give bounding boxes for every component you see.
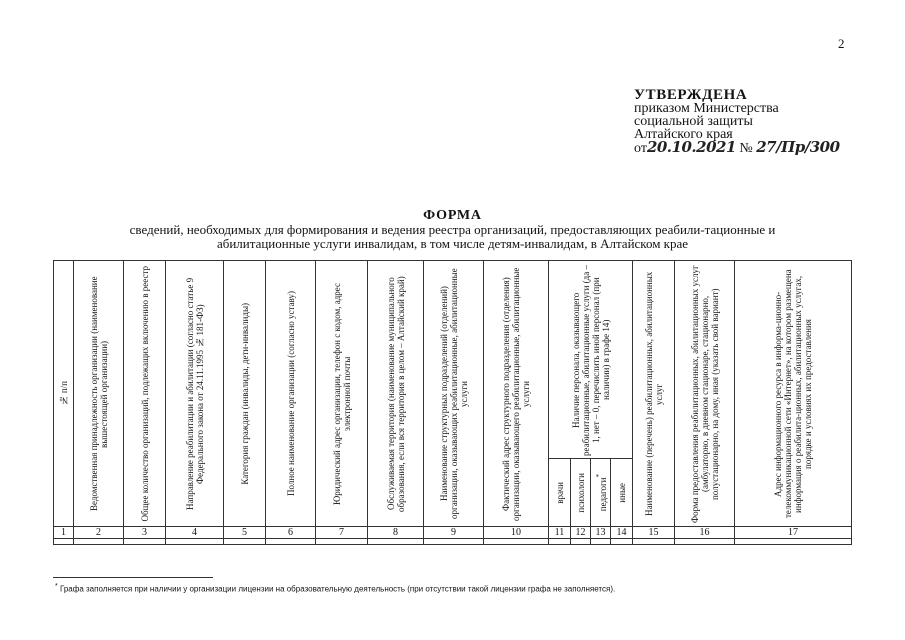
empty-cell [368, 539, 424, 545]
column-number: 6 [266, 527, 316, 539]
header-text-7: Юридический адрес организации, телефон с кодом, адрес электронной почты [331, 282, 352, 505]
header-cell-11 [549, 459, 571, 527]
header-cell-13 [591, 459, 611, 527]
header-text-3: Общее количество организаций, подлежащих включению в реестр [139, 265, 150, 522]
header-cell-10 [484, 261, 549, 527]
header-text-6: Полное наименование организации (согласно уставу) [285, 291, 296, 496]
column-number: 11 [549, 527, 571, 539]
form-subtitle: сведений, необходимых для формирования и ведения реестра организаций, предоставляющих реабили-тационные и абилитационные услуги инвалидам, в том числе детям-инвалидам, в Алтайском крае [129, 222, 776, 251]
empty-cell [633, 539, 675, 545]
page-number: 2 [838, 36, 845, 51]
header-cell-1 [54, 261, 74, 527]
header-text-1: № п/п [58, 381, 69, 406]
approval-date-line [634, 138, 840, 156]
header-cell-12 [571, 459, 591, 527]
empty-cell [611, 539, 633, 545]
empty-cell [74, 539, 124, 545]
header-text-16: Форма предоставления реабилитационных, абилитационных услуг (амбулаторно, в дневном стационаре, стационарно, полустационарно, на дому, иная (указать свой вариант) [689, 264, 720, 523]
header-text-8: Обслуживаемая территория (наименование муниципального образования, если вся территория в целом – Алтайский край) [385, 275, 406, 512]
header-text-12: психологи [575, 472, 586, 513]
empty-cell [424, 539, 484, 545]
header-cell-17 [735, 261, 852, 527]
footnote-divider [53, 577, 213, 578]
empty-cell [484, 539, 549, 545]
header-text-staff-group: Наличие персонала, оказывающего реабилитационные, абилитационные услуги (да – 1, нет – 0, перечислить иной персонал (при наличии) в графе 14) [570, 264, 611, 456]
handwritten-date: 20.10.2021 [646, 138, 736, 156]
empty-cell [124, 539, 166, 545]
header-text-14: иные [616, 482, 627, 503]
column-number: 8 [368, 527, 424, 539]
header-text-13 [594, 474, 608, 511]
header-cell-15 [633, 261, 675, 527]
column-number: 7 [316, 527, 368, 539]
handwritten-number: 27/Пр/300 [756, 138, 840, 156]
header-cell-8 [368, 261, 424, 527]
header-cell-7 [316, 261, 368, 527]
column-number: 14 [611, 527, 633, 539]
empty-cell [571, 539, 591, 545]
header-cell-4 [166, 261, 224, 527]
footnote-text: Графа заполняется при наличии у организации лицензии на образовательную деятельность (при отсутствии такой лицензии графа не заполняется). [59, 584, 616, 594]
column-number: 13 [591, 527, 611, 539]
column-number: 2 [74, 527, 124, 539]
approval-line-2: социальной защиты [634, 114, 753, 129]
number-prefix: № [739, 141, 753, 156]
approval-title: УТВЕРЖДЕНА [634, 87, 748, 103]
column-number: 17 [735, 527, 852, 539]
header-text-9: Наименование структурных подразделений (отделений) организации, оказывающих реабилитационные, абилитационные услуги [438, 268, 469, 519]
footnote [55, 583, 615, 594]
header-cell-5 [224, 261, 266, 527]
header-text-10: Фактический адрес структурного подразделения (отделения) организации, оказывающего реабилитационные, абилитационные услуги [501, 266, 531, 521]
column-number: 9 [424, 527, 484, 539]
header-text-15: Наименование (перечень) реабилитационных, абилитационных услуг [643, 271, 664, 516]
header-text-4: Направление реабилитации и абилитации (согласно статье 9 Федерального закона от 24.11.1995 № 181-ФЗ) [184, 277, 205, 510]
empty-cell [266, 539, 316, 545]
header-cell-14 [611, 459, 633, 527]
approval-stamp [634, 89, 840, 155]
column-number: 15 [633, 527, 675, 539]
empty-cell [591, 539, 611, 545]
registry-form-table [53, 260, 852, 545]
empty-cell [54, 539, 74, 545]
header-text-13-label: педагоги [597, 477, 608, 512]
header-cell-9 [424, 261, 484, 527]
column-number: 1 [54, 527, 74, 539]
column-number: 5 [224, 527, 266, 539]
header-cell-16 [675, 261, 735, 527]
empty-cell [224, 539, 266, 545]
column-number: 12 [571, 527, 591, 539]
empty-cell [675, 539, 735, 545]
empty-cell [735, 539, 852, 545]
header-cell-3 [124, 261, 166, 527]
column-number: 16 [675, 527, 735, 539]
header-text-17: Адрес информационного ресурса в информа-ционно-телекоммуникационной сети «Интернет», на котором размещена информация о реабилита-ционных, абилитационных услугах, порядке и условиях их предоставления [773, 269, 813, 518]
header-text-2: Ведомственная принадлежность организации (наименование вышестоящей организации) [88, 276, 109, 511]
column-number: 4 [166, 527, 224, 539]
date-prefix: от [634, 141, 647, 156]
approval-line-3: Алтайского края [634, 127, 733, 142]
empty-cell [316, 539, 368, 545]
column-number: 3 [124, 527, 166, 539]
header-cell-staff-group [549, 261, 633, 459]
footnote-mark: * [55, 583, 58, 590]
header-text-11: врачи [554, 481, 565, 504]
header-cell-6 [266, 261, 316, 527]
header-text-5: Категория граждан (инвалиды, дети-инвалиды) [239, 302, 250, 485]
empty-cell [166, 539, 224, 545]
column-number: 10 [484, 527, 549, 539]
column-number-row [54, 527, 852, 539]
header-cell-2 [74, 261, 124, 527]
empty-cell [549, 539, 571, 545]
approval-line-1: приказом Министерства [634, 101, 779, 116]
header-text-13-mark: * [594, 473, 603, 478]
empty-data-row [54, 539, 852, 545]
form-title: ФОРМА [423, 208, 482, 223]
